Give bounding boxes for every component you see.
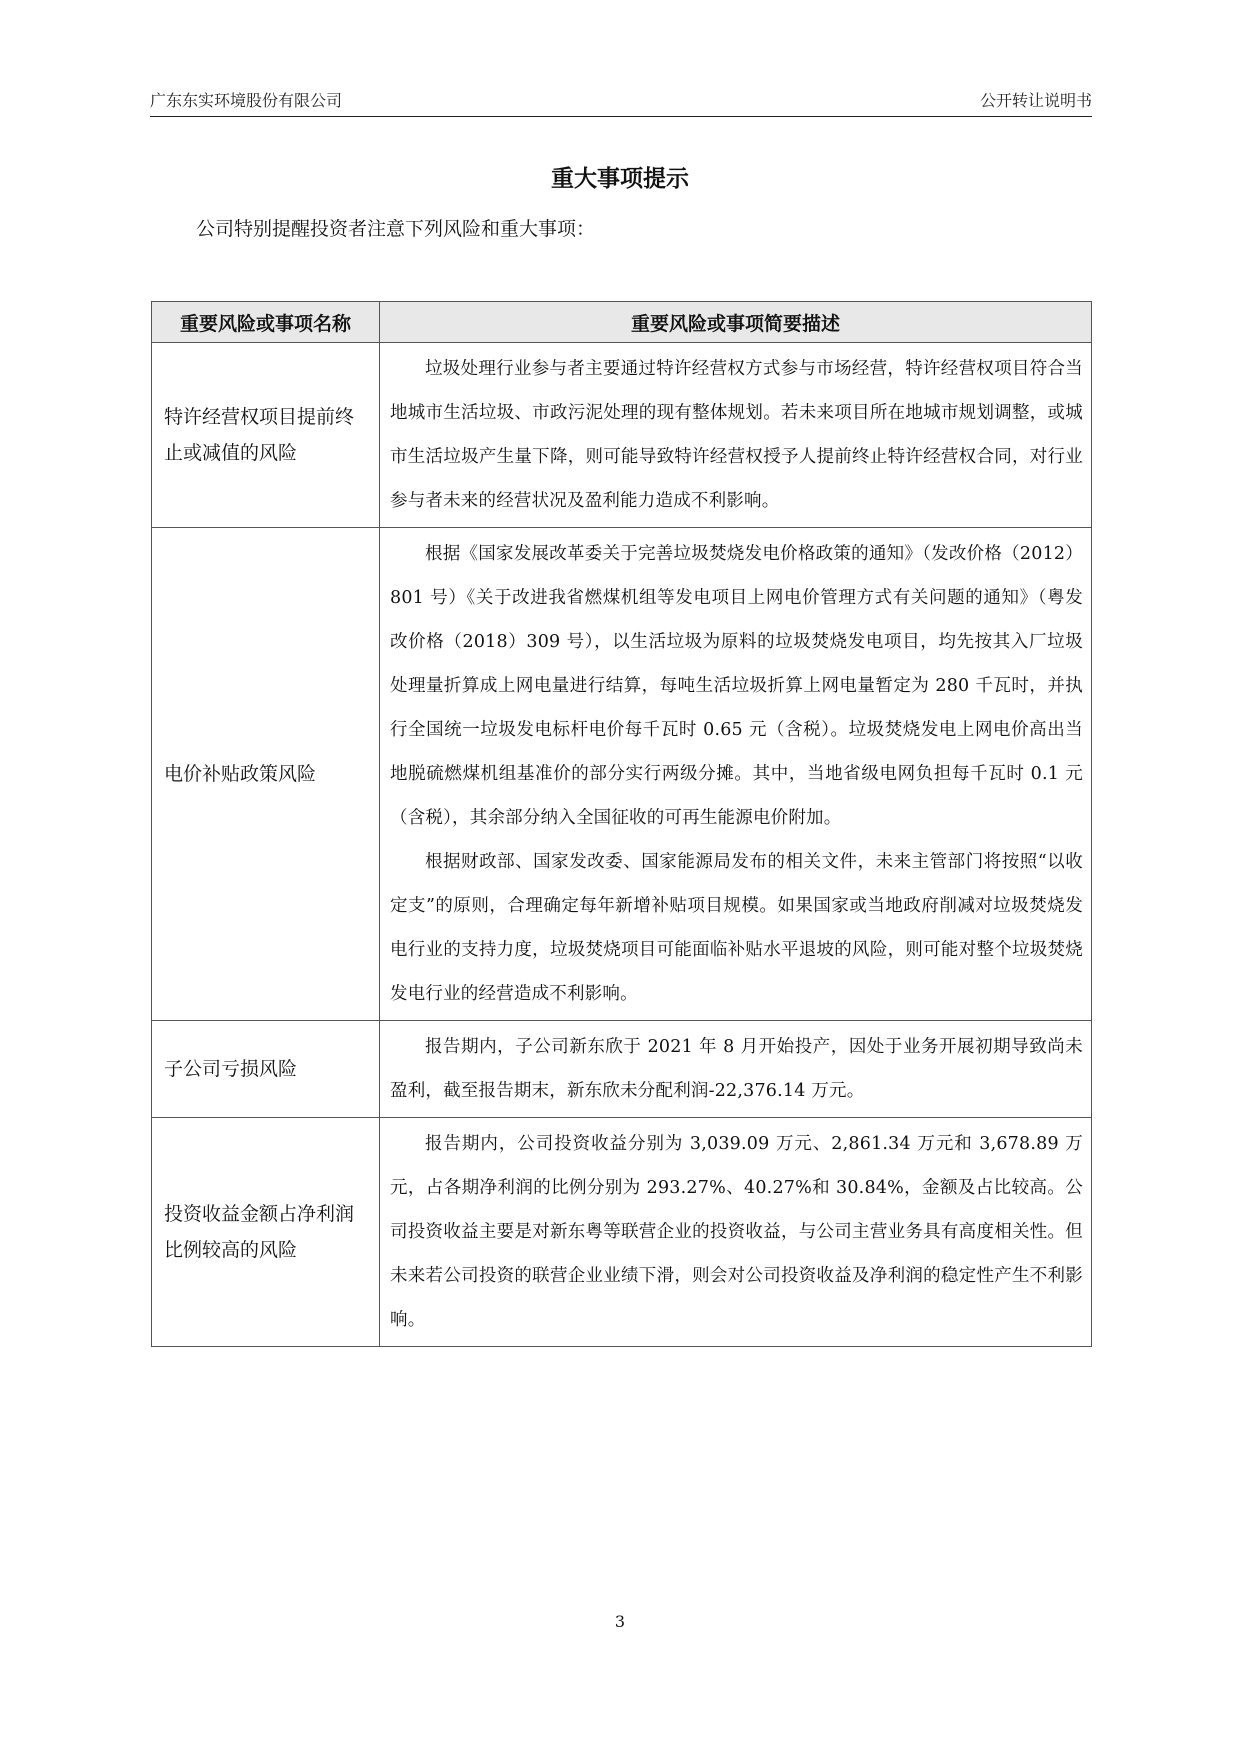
description-paragraph: 根据《国家发展改革委关于完善垃圾焚烧发电价格政策的通知》（发改价格（2012）801 号）《关于改进我省燃煤机组等发电项目上网电价管理方式有关问题的通知》（粤发改价格（2018）309 号），以生活垃圾为原料的垃圾焚烧发电项目，均先按其入厂垃圾处理量折算成上网电量进行结算，每吨生活垃圾折算上网电量暂定为 280 千瓦时，并执行全国统一垃圾发电标杆电价每千瓦时 0.65 元（含税）。垃圾焚烧发电上网电价高出当地脱硫燃煤机组基准价的部分实行两级分摊。其中，当地省级电网负担每千瓦时 0.1 元（含税），其余部分纳入全国征收的可再生能源电价附加。 [390, 544, 1083, 828]
description-paragraph: 根据财政部、国家发改委、国家能源局发布的相关文件，未来主管部门将按照“以收定支”的原则，合理确定每年新增补贴项目规模。如果国家或当地政府削减对垃圾焚烧发电行业的支持力度，垃圾焚烧项目可能面临补贴水平退坡的风险，则可能对整个垃圾焚烧发电行业的经营造成不利影响。 [390, 852, 1083, 1004]
risk-name: 电价补贴政策风险 [152, 528, 380, 1021]
page-title: 重大事项提示 [551, 166, 689, 192]
risk-description [380, 528, 1092, 1021]
risk-name: 投资收益金额占净利润比例较高的风险 [152, 1118, 380, 1347]
table-row [152, 528, 1092, 1021]
risk-description [380, 1118, 1092, 1347]
page-number: 3 [614, 1612, 626, 1631]
description-paragraph: 报告期内，公司投资收益分别为 3,039.09 万元、2,861.34 万元和 3,678.89 万元，占各期净利润的比例分别为 293.27%、40.27%和 30.84%，金额及占比较高。公司投资收益主要是对新东粤等联营企业的投资收益，与公司主营业务具有高度相关性。但未来若公司投资的联营企业业绩下滑，则会对公司投资收益及净利润的稳定性产生不利影响。 [390, 1134, 1083, 1330]
table-header-row [152, 302, 1092, 343]
table-row [152, 1118, 1092, 1347]
risk-table [151, 301, 1092, 1347]
header-company-name: 广东东实环境股份有限公司 [150, 91, 343, 110]
risk-name: 特许经营权项目提前终止或减值的风险 [152, 343, 380, 528]
description-paragraph: 报告期内，子公司新东欣于 2021 年 8 月开始投产，因处于业务开展初期导致尚未盈利，截至报告期末，新东欣未分配利润-22,376.14 万元。 [390, 1037, 1083, 1101]
header-document-type: 公开转让说明书 [979, 91, 1092, 110]
page-header [150, 86, 1092, 117]
risk-description [380, 1021, 1092, 1118]
table-row [152, 1021, 1092, 1118]
column-header-name: 重要风险或事项名称 [152, 302, 380, 343]
description-paragraph: 垃圾处理行业参与者主要通过特许经营权方式参与市场经营，特许经营权项目符合当地城市生活垃圾、市政污泥处理的现有整体规划。若未来项目所在地城市规划调整，或城市生活垃圾产生量下降，则可能导致特许经营权授予人提前终止特许经营权合同，对行业参与者未来的经营状况及盈利能力造成不利影响。 [390, 359, 1083, 511]
column-header-description: 重要风险或事项简要描述 [380, 302, 1092, 343]
risk-name: 子公司亏损风险 [152, 1021, 380, 1118]
intro-text: 公司特别提醒投资者注意下列风险和重大事项： [196, 218, 596, 240]
table-row [152, 343, 1092, 528]
risk-description [380, 343, 1092, 528]
